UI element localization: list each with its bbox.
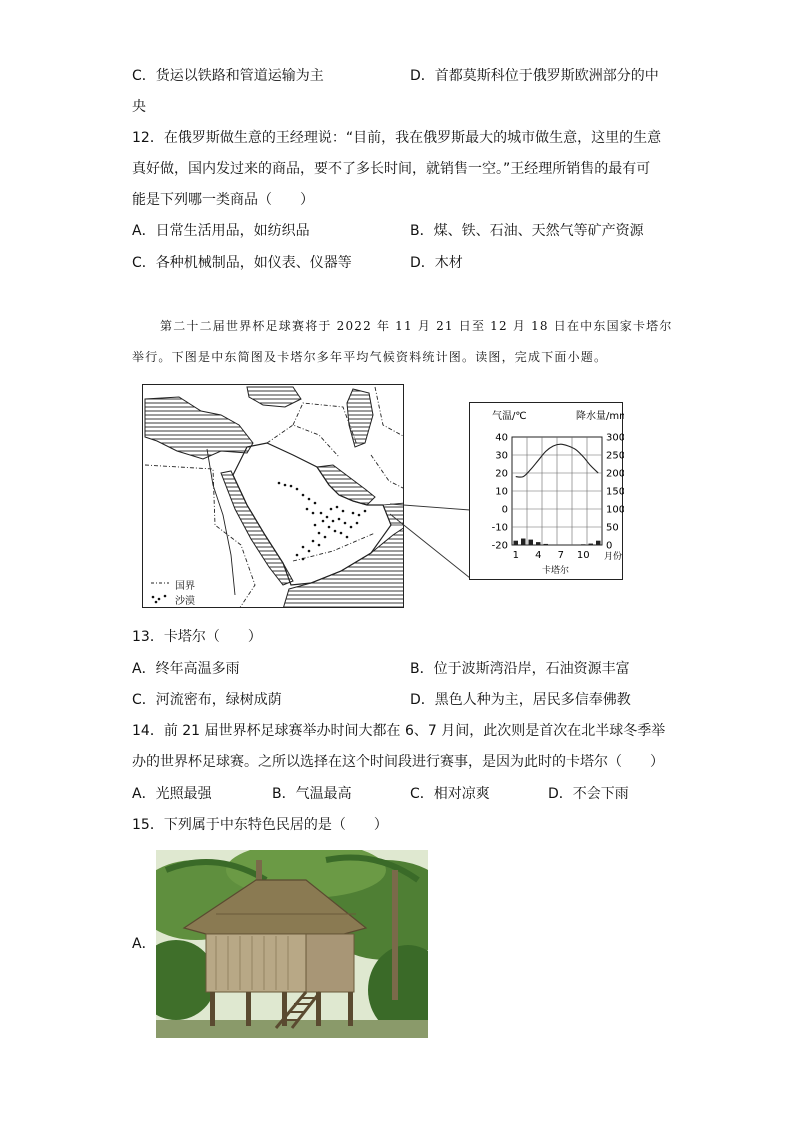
black-sea xyxy=(247,387,301,407)
x-tick-labels xyxy=(513,550,590,561)
left-tick-label: 40 xyxy=(495,432,508,444)
right-tick-label: 250 xyxy=(606,450,624,462)
legend-desert-label: 沙漠 xyxy=(175,596,195,607)
q12-option-b: B．煤、铁、石油、天然气等矿产资源 xyxy=(410,223,644,239)
leader-lines xyxy=(390,500,472,580)
red-sea xyxy=(221,471,293,585)
x-tick-label: 10 xyxy=(576,550,590,561)
chart-grid xyxy=(512,437,602,545)
q15-stem: 15．下列属于中东特色民居的是（ ） xyxy=(132,817,388,833)
q15-option-a-photo xyxy=(156,850,428,1038)
q14-option-d: D．不会下雨 xyxy=(548,786,629,802)
precipitation-bar xyxy=(581,544,586,545)
q14-option-b: B．气温最高 xyxy=(272,786,352,802)
left-axis-title: 气温/℃ xyxy=(492,411,527,422)
right-tick-label: 50 xyxy=(606,522,619,534)
border-east xyxy=(371,455,404,489)
legend-desert-symbol xyxy=(152,595,167,604)
left-tick-label: 20 xyxy=(495,468,508,480)
q12-stem-line1: 12．在俄罗斯做生意的王经理说：“目前，我在俄罗斯最大的城市做生意，这里的生意 xyxy=(132,130,662,146)
q12-stem-line2: 真好做，国内发过来的商品，要不了多长时间，就销售一空。”王经理所销售的最有可 xyxy=(132,161,651,177)
middle-east-map xyxy=(142,384,404,608)
precipitation-bar xyxy=(514,541,519,545)
q13-option-c: C．河流密布，绿树成荫 xyxy=(132,692,282,708)
precipitation-bar xyxy=(544,544,549,545)
x-tick-label: 1 xyxy=(512,550,519,561)
climate-chart xyxy=(469,402,623,580)
stilt-house-illustration xyxy=(156,850,428,1038)
right-tick-label: 100 xyxy=(606,504,624,516)
q12-option-c: C．各种机械制品，如仪表、仪器等 xyxy=(132,255,352,271)
veranda xyxy=(306,934,354,992)
x-unit-label: 月份 xyxy=(604,552,623,562)
q12-option-d: D．木材 xyxy=(410,255,463,271)
right-tick-label: 300 xyxy=(606,432,624,444)
precipitation-bar xyxy=(536,542,541,545)
border-yemen xyxy=(293,533,375,561)
arabian-sea xyxy=(283,527,404,608)
q11-option-c: C．货运以铁路和管道运输为主 xyxy=(132,68,324,84)
q15-option-a-label: A． xyxy=(132,936,156,952)
q13-option-a: A．终年高温多雨 xyxy=(132,661,240,677)
climate-chart-svg xyxy=(470,403,624,581)
q13-stem: 13．卡塔尔（ ） xyxy=(132,629,262,645)
q14-option-a: A．光照最强 xyxy=(132,786,212,802)
q12-stem-line3: 能是下列哪一类商品（ ） xyxy=(132,192,314,208)
precipitation-bar xyxy=(589,544,594,545)
intro-line2: 举行。下图是中东简图及卡塔尔多年平均气候资料统计图。读图，完成下面小题。 xyxy=(132,350,608,364)
ground xyxy=(156,1020,428,1038)
right-tick-label: 150 xyxy=(606,486,624,498)
right-tick-label: 200 xyxy=(606,468,624,480)
left-tick-label: -20 xyxy=(491,540,508,552)
legend-border-label: 国界 xyxy=(175,581,195,592)
right-tick-label: 0 xyxy=(606,540,613,552)
map-drawing xyxy=(143,385,404,608)
q13-option-d: D．黑色人种为主，居民多信奉佛教 xyxy=(410,692,631,708)
q14-stem-line1: 14．前 21 届世界杯足球赛举办时间大都在 6、7 月间，此次则是首次在北半球冬季举 xyxy=(132,723,666,739)
border-north xyxy=(375,387,404,437)
persian-gulf xyxy=(317,465,375,505)
right-axis-title: 降水量/mm xyxy=(576,411,624,422)
left-tick-labels xyxy=(492,433,508,552)
q13-option-b: B．位于波斯湾沿岸，石油资源丰富 xyxy=(410,661,630,677)
x-axis-label: 卡塔尔 xyxy=(542,566,570,576)
left-tick-label: 10 xyxy=(495,486,508,498)
intro-line1: 第二十二届世界杯足球赛将于 2022 年 11 月 21 日至 12 月 18 日在中东国家卡塔尔 xyxy=(160,319,673,333)
mediterranean-sea xyxy=(145,397,253,459)
q14-option-c: C．相对凉爽 xyxy=(410,786,490,802)
precipitation-bar xyxy=(529,540,534,545)
right-tick-labels xyxy=(606,433,624,552)
precipitation-bar xyxy=(596,541,601,545)
q14-stem-line2: 办的世界杯足球赛。之所以选择在这个时间段进行赛事，是因为此时的卡塔尔（ ） xyxy=(132,754,664,770)
bamboo-wall xyxy=(206,934,306,992)
left-tick-label: -10 xyxy=(491,522,508,534)
x-tick-label: 7 xyxy=(557,550,564,561)
caspian-sea xyxy=(347,389,373,447)
x-tick-label: 4 xyxy=(535,550,542,561)
left-tick-label: 30 xyxy=(495,450,508,462)
q11-option-d: D．首都莫斯科位于俄罗斯欧洲部分的中 xyxy=(410,68,659,84)
border-iraq xyxy=(267,425,339,457)
q11-option-d-continued: 央 xyxy=(132,99,146,115)
precipitation-bar xyxy=(521,539,526,545)
q12-option-a: A．日常生活用品，如纺织品 xyxy=(132,223,310,239)
left-tick-label: 0 xyxy=(501,504,508,516)
